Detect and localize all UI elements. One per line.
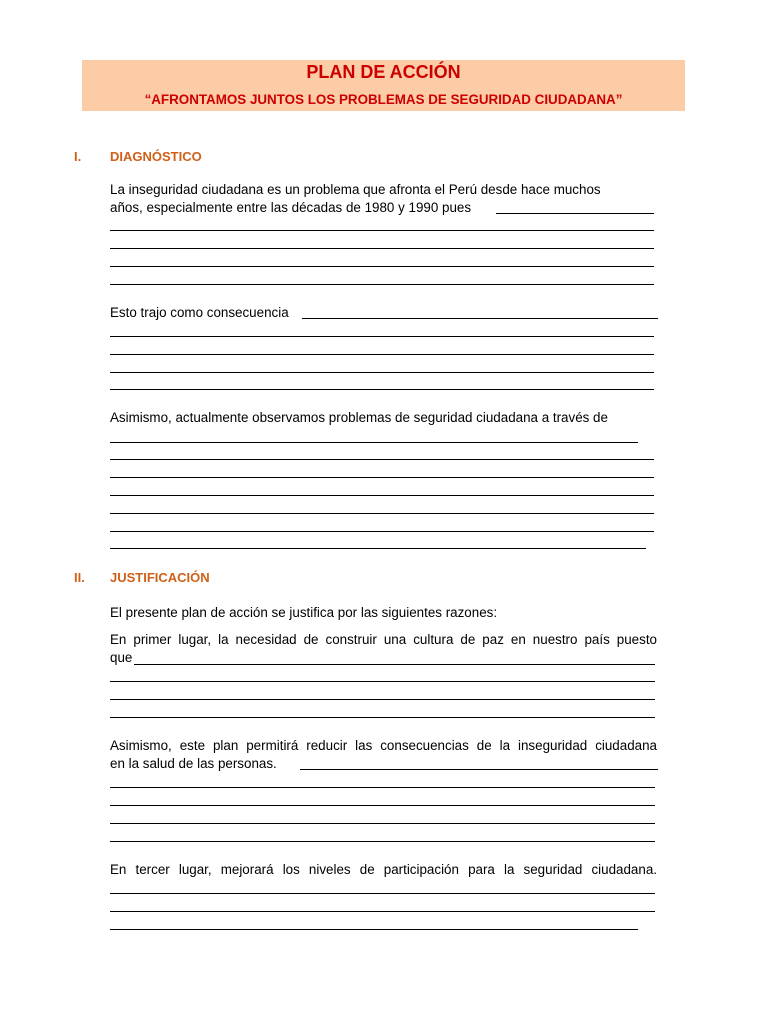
answer-line[interactable] xyxy=(110,230,654,231)
tercer-lugar-text: En tercer lugar, mejorará los niveles de participación para la seguridad ciudadana. xyxy=(110,862,657,877)
answer-line[interactable] xyxy=(134,664,655,665)
answer-line[interactable] xyxy=(110,681,655,682)
answer-line[interactable] xyxy=(496,213,654,214)
answer-line[interactable] xyxy=(110,911,655,912)
page-title: PLAN DE ACCIÓN xyxy=(306,62,461,82)
answer-line[interactable] xyxy=(110,805,655,806)
header-banner xyxy=(82,60,685,111)
answer-line[interactable] xyxy=(110,495,654,496)
problemas-text: Asimismo, actualmente observamos problemas de seguridad ciudadana a través de xyxy=(110,410,608,425)
justificacion-intro: El presente plan de acción se justifica por las siguientes razones: xyxy=(110,605,498,620)
answer-line[interactable] xyxy=(302,318,658,319)
consecuencia-text: Esto trajo como consecuencia xyxy=(110,305,289,320)
section-2-number: II. xyxy=(74,570,85,585)
primer-lugar-line-1: En primer lugar, la necesidad de construir una cultura de paz en nuestro país puesto xyxy=(110,632,657,647)
answer-line[interactable] xyxy=(110,284,654,285)
answer-line[interactable] xyxy=(110,372,654,373)
answer-line[interactable] xyxy=(110,531,654,532)
answer-line[interactable] xyxy=(110,266,654,267)
answer-line[interactable] xyxy=(110,787,655,788)
section-1-number: I. xyxy=(74,149,82,164)
asimismo-line-2: en la salud de las personas. xyxy=(110,756,277,771)
page-subtitle: “AFRONTAMOS JUNTOS LOS PROBLEMAS DE SEGURIDAD CIUDADANA” xyxy=(144,92,623,107)
answer-line[interactable] xyxy=(110,459,654,460)
primer-lugar-line-2: que xyxy=(110,650,133,665)
answer-line[interactable] xyxy=(110,929,638,930)
answer-line[interactable] xyxy=(110,336,654,337)
answer-line[interactable] xyxy=(110,389,654,390)
answer-line[interactable] xyxy=(300,769,658,770)
answer-line[interactable] xyxy=(110,442,638,443)
diagnostico-text-line-2: años, especialmente entre las décadas de 1980 y 1990 pues xyxy=(110,200,472,215)
answer-line[interactable] xyxy=(110,699,655,700)
asimismo-line-1: Asimismo, este plan permitirá reducir las consecuencias de la inseguridad ciudadana xyxy=(110,738,657,753)
diagnostico-text-line-1: La inseguridad ciudadana es un problema que afronta el Perú desde hace muchos xyxy=(110,182,601,197)
section-2-title: JUSTIFICACIÓN xyxy=(110,570,210,585)
answer-line[interactable] xyxy=(110,823,655,824)
answer-line[interactable] xyxy=(110,717,655,718)
answer-line[interactable] xyxy=(110,513,654,514)
answer-line[interactable] xyxy=(110,841,655,842)
answer-line[interactable] xyxy=(110,354,654,355)
answer-line[interactable] xyxy=(110,248,654,249)
section-1-title: DIAGNÓSTICO xyxy=(110,149,202,164)
answer-line[interactable] xyxy=(110,477,654,478)
answer-line[interactable] xyxy=(110,548,646,549)
answer-line[interactable] xyxy=(110,893,655,894)
